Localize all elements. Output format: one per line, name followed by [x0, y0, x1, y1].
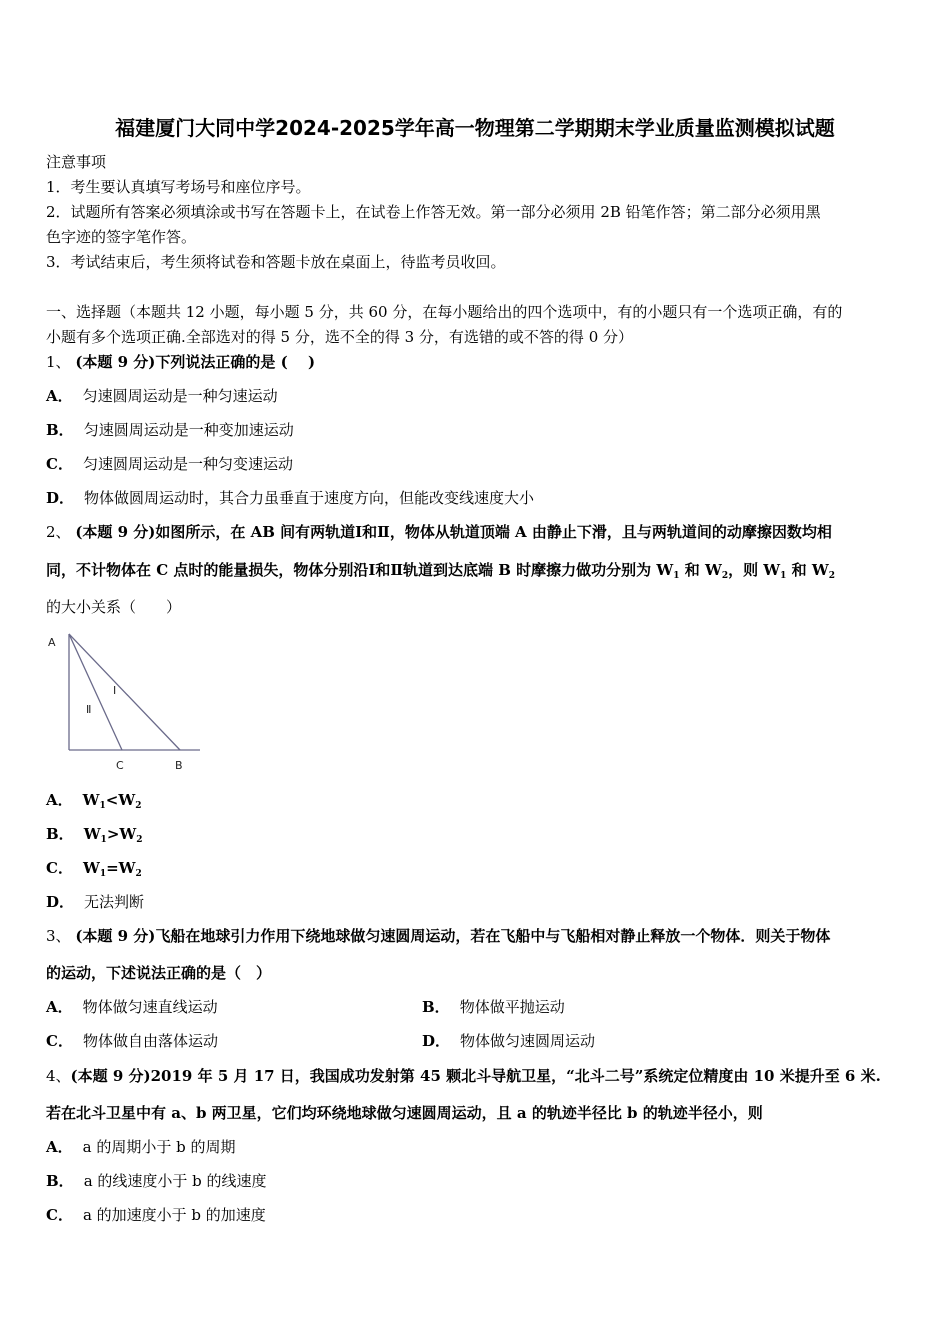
q1-option-a	[46, 386, 908, 406]
notice-item-1: 1．考生要认真填写考场号和座位序号。	[46, 178, 311, 196]
q3-option-b-label: B．	[422, 998, 450, 1016]
track-i-line	[69, 634, 180, 750]
q2-line2-d: 和 W	[786, 561, 829, 579]
label-c: C	[116, 759, 124, 772]
q2-line2-a: 同，不计物体在 C 点时的能量损失，物体分别沿Ⅰ和Ⅱ轨道到达底端 B 时摩擦力做功分别为 W	[46, 561, 674, 579]
q1-option-c-label: C．	[46, 455, 73, 473]
q4-option-a-text: a 的周期小于 b 的周期	[82, 1138, 236, 1156]
q3-number: 3、	[46, 927, 71, 945]
q4-option-a	[46, 1137, 908, 1157]
q3-option-b-text: 物体做平抛运动	[459, 998, 565, 1016]
q2-option-b-w: W	[83, 825, 101, 843]
q1-option-b-label: B．	[46, 421, 74, 439]
q4-option-b-label: B．	[46, 1172, 74, 1190]
notice-heading: 注意事项	[46, 153, 107, 171]
notice-item-3: 3．考试结束后，考生须将试卷和答题卡放在桌面上，待监考员收回。	[46, 253, 506, 271]
q1-option-a-label: A．	[46, 387, 73, 405]
q3-option-b	[422, 997, 565, 1017]
q3-option-a	[46, 998, 218, 1016]
q2-option-c-s1: 1	[99, 869, 107, 879]
q2-option-b-op: >W	[106, 825, 137, 843]
q3-stem-line2	[46, 963, 908, 983]
q4-text-line1: (本题 9 分)2019 年 5 月 17 日，我国成功发射第 45 颗北斗导航卫星，“北斗二号”系统定位精度由 10 米提升至 6 米.	[70, 1067, 881, 1085]
q2-option-b-s1: 1	[100, 835, 107, 845]
q2-option-a-s1: 1	[99, 801, 106, 811]
q3-option-c-label: C．	[46, 1032, 73, 1050]
q2-option-b	[46, 824, 908, 850]
label-i: Ⅰ	[113, 684, 117, 697]
q2-text-line1: (本题 9 分)如图所示，在 AB 间有两轨道Ⅰ和Ⅱ，物体从轨道顶端 A 由静止下滑，且与两轨道间的动摩擦因数均相	[75, 523, 832, 541]
q3-option-c	[46, 1032, 218, 1050]
q3-option-a-text: 物体做匀速直线运动	[82, 998, 218, 1016]
q2-option-c-s2: 2	[135, 869, 142, 879]
q2-option-d-text: 无法判断	[84, 893, 145, 911]
q4-stem-line1	[46, 1066, 908, 1086]
q1-option-a-text: 匀速圆周运动是一种匀速运动	[82, 387, 278, 405]
notice-item-2: 2．试题所有答案必须填涂或书写在答题卡上，在试卷上作答无效。第一部分必须用 2B 铅笔作答；第二部分必须用黑	[46, 203, 821, 221]
notice-item-2-cont: 色字迹的签字笔作答。	[46, 228, 197, 246]
q2-option-d-label: D．	[46, 893, 75, 911]
q1-number: 1、	[46, 353, 71, 371]
q2-number: 2、	[46, 523, 71, 541]
label-b: B	[175, 759, 183, 772]
q1-stem	[46, 352, 908, 372]
q3-text-line1: (本题 9 分)飞船在地球引力作用下绕地球做匀速圆周运动，若在飞船中与飞船相对静止释放一个物体．则关于物体	[75, 927, 831, 945]
q2-option-c-op: =W	[106, 859, 136, 877]
section-header-line2: 小题有多个选项正确.全部选对的得 5 分，选不全的得 3 分，有选错的或不答的得 0 分）	[46, 328, 634, 346]
q4-number: 4、	[46, 1067, 71, 1085]
q3-option-d-text: 物体做匀速圆周运动	[460, 1032, 596, 1050]
q2-stem-line2	[46, 560, 908, 586]
q4-option-b-text: a 的线速度小于 b 的线速度	[83, 1172, 267, 1190]
q2-line2-b: 和 W	[679, 561, 722, 579]
q3-text-line2: 的运动，下述说法正确的是（ ）	[46, 964, 272, 982]
q3-options-row2	[46, 1031, 908, 1051]
q2-option-a-op: <W	[105, 791, 136, 809]
q4-option-a-label: A．	[46, 1138, 73, 1156]
q1-option-d-label: D．	[46, 489, 75, 507]
q2-option-c-label: C．	[46, 859, 73, 877]
q2-sub1: 1	[673, 571, 680, 581]
q3-stem-line1	[46, 926, 908, 946]
q1-option-d	[46, 488, 908, 508]
q2-option-b-label: B．	[46, 825, 74, 843]
section-header-line1: 一、选择题（本题共 12 小题，每小题 5 分，共 60 分，在每小题给出的四个选项中，有的小题只有一个选项正确，有的	[46, 303, 843, 321]
q3-option-a-label: A．	[46, 998, 73, 1016]
q2-option-c	[46, 858, 908, 884]
q1-option-b	[46, 420, 908, 440]
q2-option-a	[46, 790, 908, 816]
q4-option-c	[46, 1205, 908, 1225]
q2-figure	[44, 630, 204, 775]
q2-option-b-s2: 2	[136, 835, 143, 845]
exam-title: 福建厦门大同中学2024-2025学年高一物理第二学期期末学业质量监测模拟试题	[115, 116, 835, 140]
q3-option-d	[422, 1031, 595, 1051]
q2-option-a-label: A．	[46, 791, 73, 809]
q2-stem-line3: 的大小关系（ ）	[46, 598, 182, 616]
q4-option-c-label: C．	[46, 1206, 73, 1224]
q4-stem-line2	[46, 1103, 908, 1123]
q2-option-a-w: W	[82, 791, 100, 809]
q4-option-c-text: a 的加速度小于 b 的加速度	[82, 1206, 266, 1224]
q1-option-b-text: 匀速圆周运动是一种变加速运动	[83, 421, 294, 439]
q1-text: (本题 9 分)下列说法正确的是 ( )	[75, 353, 316, 371]
q1-option-d-text: 物体做圆周运动时，其合力虽垂直于速度方向，但能改变线速度大小	[84, 489, 535, 507]
label-a: A	[48, 636, 56, 649]
q2-line2-c: ，则 W	[728, 561, 781, 579]
q2-sub4: 2	[828, 571, 835, 581]
q1-option-c-text: 匀速圆周运动是一种匀变速运动	[82, 455, 293, 473]
q4-text-line2: 若在北斗卫星中有 a、b 两卫星，它们均环绕地球做匀速圆周运动，且 a 的轨迹半径比 b 的轨迹半径小，则	[46, 1104, 763, 1122]
q2-sub3: 1	[780, 571, 787, 581]
label-ii: Ⅱ	[86, 703, 92, 716]
q1-option-c	[46, 454, 908, 474]
q3-options-row1	[46, 997, 908, 1017]
q2-sub2: 2	[721, 571, 729, 581]
q2-stem-line1	[46, 522, 908, 542]
q2-option-a-s2: 2	[135, 801, 142, 811]
q4-option-b	[46, 1171, 908, 1191]
q3-option-d-label: D．	[422, 1032, 451, 1050]
q2-option-c-w: W	[82, 859, 100, 877]
q3-option-c-text: 物体做自由落体运动	[82, 1032, 218, 1050]
q2-option-d	[46, 892, 908, 912]
